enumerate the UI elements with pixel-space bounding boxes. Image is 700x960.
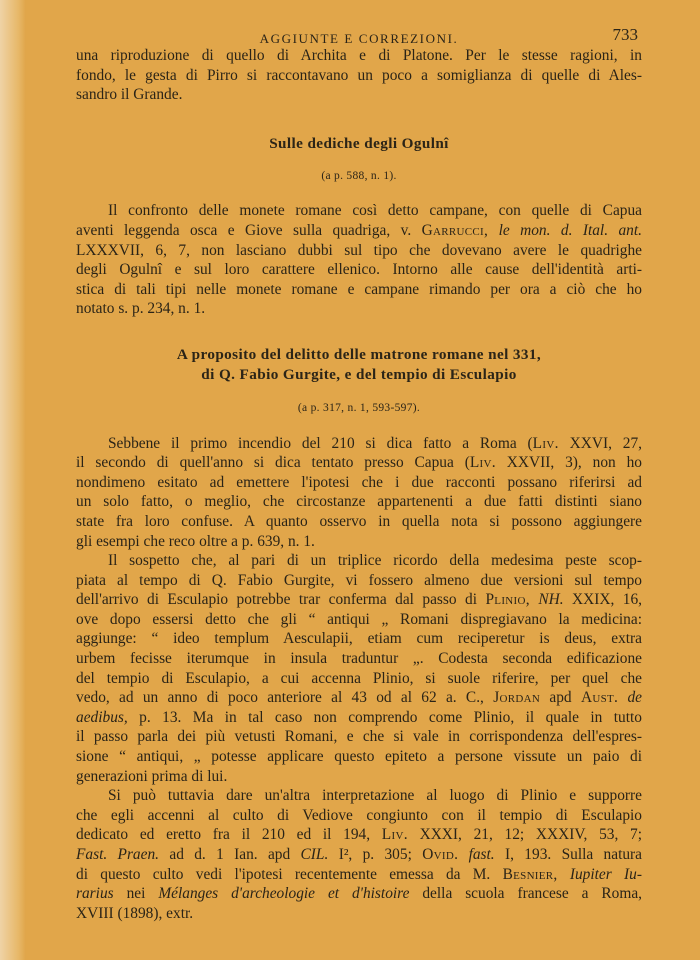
text-line: il secondo di quell'anno si dica tentato presso Capua (Liv. XXVII, 3), non ho [76,454,642,472]
text-line: sandro il Grande. [76,86,183,104]
text-line: XVIII (1898), extr. [76,904,194,922]
text-line: Sebbene il primo incendio del 210 si dica fatto a Roma (Liv. XXVI, 27, [108,434,643,452]
text-line: Il confronto delle monete romane così detto campane, con quelle di Capua [108,202,642,220]
section-2-paragraph-1 [76,434,642,552]
text-line: di questo culto vedi l'ipotesi recentemente emessa da M. Besnier, Iupiter Iu- [76,865,642,883]
text-line: aedibus, p. 13. Ma in tal caso non comprendo come Plinio, il quale in tutto [76,708,642,726]
text-line: aventi leggenda osca e Giove sulla quadriga, v. Garrucci, le mon. d. Ital. ant. [76,221,642,239]
section-2-paragraph-2 [76,551,642,786]
text-line: notato s. p. 234, n. 1. [76,300,206,318]
section-reference: (a p. 317, n. 1, 593-597). [297,401,421,414]
section-1-paragraph [76,201,642,319]
work-title: le mon. d. Ital. ant. [498,221,642,239]
text-line: del tempio di Esculapio, a cui accenna Plinio, si suole riferire, per quel che [76,669,642,687]
text-line: fondo, le gesta di Pirro si raccontavano un poco a somiglianza di quelle di Ales- [76,66,642,84]
text-line: urbem fecisse iterumque in insula traduntur „. Codesta seconda edificazione [76,650,642,668]
text-line: un solo fatto, o meglio, che circostanze appartenenti a due fatti distinti siano [76,493,642,511]
text-line: il passo parla dei più vetusti Romani, e che si vale in corrispondenza dell'espres- [76,728,642,746]
text-line: sione “ antiqui, „ potesse applicare questo epiteto a persone vissute un paio di [76,748,642,766]
intro-paragraph [76,46,642,105]
text-line: rarius nei Mélanges d'archeologie et d'histoire della scuola francese a Roma, [76,885,642,903]
text-line: Fast. Praen. ad d. 1 Ian. apd CIL. I², p. 305; Ovid. fast. I, 193. Sulla natura [76,846,642,863]
text-line: generazioni prima di lui. [76,767,228,785]
text-line: Il sospetto che, al pari di un triplice ricordo della medesima peste scop- [108,552,642,570]
author-name: Garrucci, [421,221,489,239]
text-line: ove dopo essersi detto che gli “ antiqui „ Romani dispregiavano la medicina: [76,610,642,628]
book-page [26,0,700,960]
text-line: dedicato ed eretto fra il 210 ed il 194, Liv. XXXI, 21, 12; XXXIV, 53, 7; [76,826,642,844]
section-heading-ogulni: Sulle dediche degli Ogulnî [269,134,449,152]
text-line: vedo, ad un anno di poco anteriore al 43 od al 62 a. C., Jordan apd Aust. de [76,689,643,707]
page-edge-shadow [0,0,26,960]
text-line: Si può tuttavia dare un'altra interpretazione al luogo di Plinio e supporre [108,787,642,805]
text-line: gli esempi che reco oltre a p. 639, n. 1. [76,532,315,550]
text-line: stica di tali tipi nelle monete romane e campane rimando per ora a ciò che ho [76,280,642,298]
section-heading-matrone: A proposito del delitto delle matrone romane nel 331, di Q. Fabio Gurgite, e del tempio di Esculapio [176,345,542,383]
text-line: dell'arrivo di Esculapio potrebbe trar conferma dal passo di Plinio, NH. XXIX, 16, [76,591,642,609]
text-line: state fra loro confuse. A quanto osservo in quella nota si possono aggiungere [76,512,642,530]
text-line: piata al tempo di Q. Fabio Gurgite, vi fossero almeno due versioni sul tempo [76,571,642,589]
text-line: LXXXVII, 6, 7, non lasciano dubbi sul tipo che dovevano avere le quadrighe [76,241,642,259]
text-line: aggiunge: “ ideo templum Aesculapii, etiam cum reciperetur is deus, extra [76,630,642,648]
running-head-title: AGGIUNTE E CORREZIONI. [259,31,459,46]
text-line: una riproduzione di quello di Archita e di Platone. Per le stesse ragioni, in [76,47,642,64]
page-number: 733 [612,25,638,44]
text-line: degli Ogulnî e sul loro carattere ellenico. Intorno alle cause dell'identità arti- [76,261,642,279]
text-line: che egli accenni al culto di Vediove congiunto con il tempio di Esculapio [76,806,642,824]
text-line: nondimeno esitato ad emettere l'ipotesi che i due racconti possano riferirsi ad [76,473,642,491]
section-reference: (a p. 588, n. 1). [321,169,397,182]
running-head [76,0,642,44]
section-2-paragraph-3 [76,786,642,923]
page-content [76,0,642,923]
